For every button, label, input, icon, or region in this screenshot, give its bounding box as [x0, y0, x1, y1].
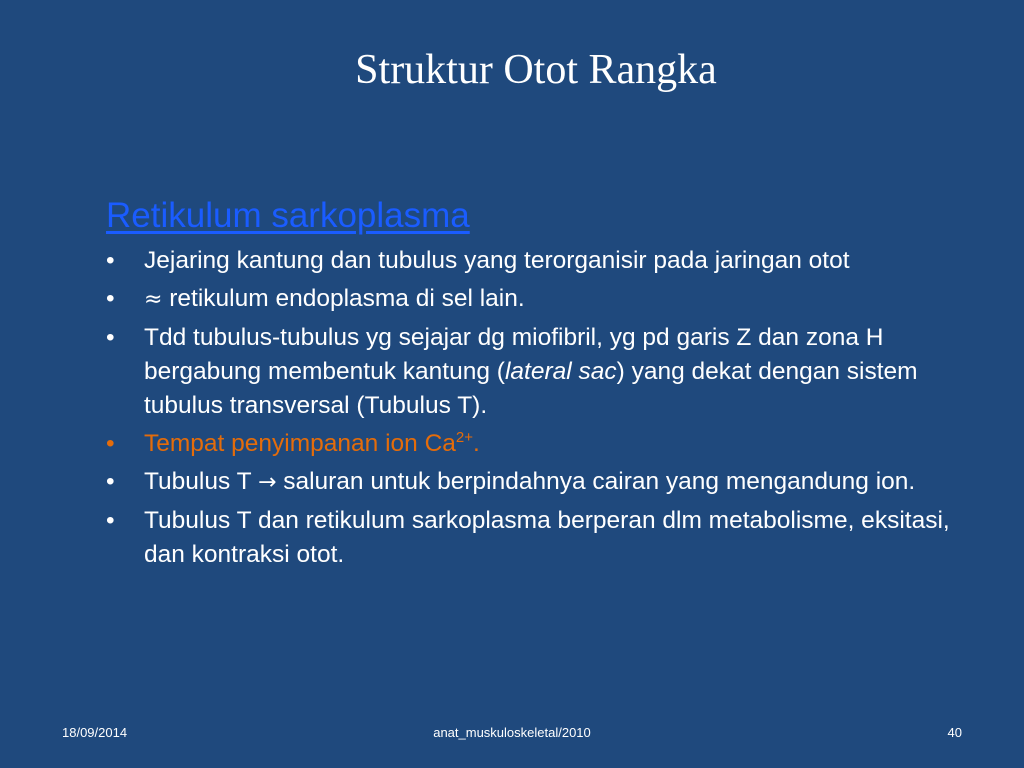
- heading-link-retikulum-sarkoplasma[interactable]: Retikulum sarkoplasma: [106, 196, 470, 235]
- bullet-text: Tdd tubulus-tubulus yg sejajar dg miofibril, yg pd garis Z dan zona H bergabung membentuk kantung (: [144, 324, 884, 385]
- bullet-text: Tempat penyimpanan ion Ca: [144, 430, 456, 457]
- bullet-text: saluran untuk berpindahnya cairan yang mengandung ion.: [283, 468, 916, 495]
- bullet-text-italic: lateral sac: [504, 358, 617, 385]
- approx-symbol: ≈: [144, 287, 163, 312]
- bullet-item: [106, 282, 966, 317]
- bullet-dot: •: [106, 285, 115, 312]
- footer-date: 18/09/2014: [62, 725, 128, 740]
- bullet-item: [106, 321, 966, 423]
- slide-number: 40: [947, 725, 962, 740]
- bullet-dot: •: [106, 324, 115, 351]
- bullet-dot: •: [106, 468, 115, 495]
- bullet-dot: •: [106, 247, 115, 274]
- bullet-dot: •: [106, 430, 115, 457]
- bullet-list: [106, 244, 966, 572]
- slide-content: [106, 192, 966, 576]
- bullet-item: [106, 504, 966, 572]
- bullet-item-highlighted: [106, 427, 966, 461]
- slide-title: Struktur Otot Rangka: [355, 47, 717, 93]
- bullet-text: retikulum endoplasma di sel lain.: [169, 285, 525, 312]
- bullet-text: Tubulus T: [144, 468, 252, 495]
- bullet-item: [106, 465, 966, 500]
- bullet-text: ) yang dekat dengan sistem tubulus transversal (Tubulus T).: [144, 358, 918, 419]
- footer-center-text: anat_muskuloskeletal/2010: [433, 725, 591, 740]
- bullet-dot: •: [106, 507, 115, 534]
- bullet-item: [106, 244, 966, 278]
- bullet-text: .: [473, 430, 480, 457]
- superscript: 2+: [455, 428, 473, 446]
- bullet-text: Tubulus T dan retikulum sarkoplasma berperan dlm metabolisme, eksitasi, dan kontraksi otot.: [144, 507, 950, 568]
- bullet-text: Jejaring kantung dan tubulus yang terorganisir pada jaringan otot: [144, 247, 850, 274]
- arrow-right-icon: →: [257, 470, 277, 495]
